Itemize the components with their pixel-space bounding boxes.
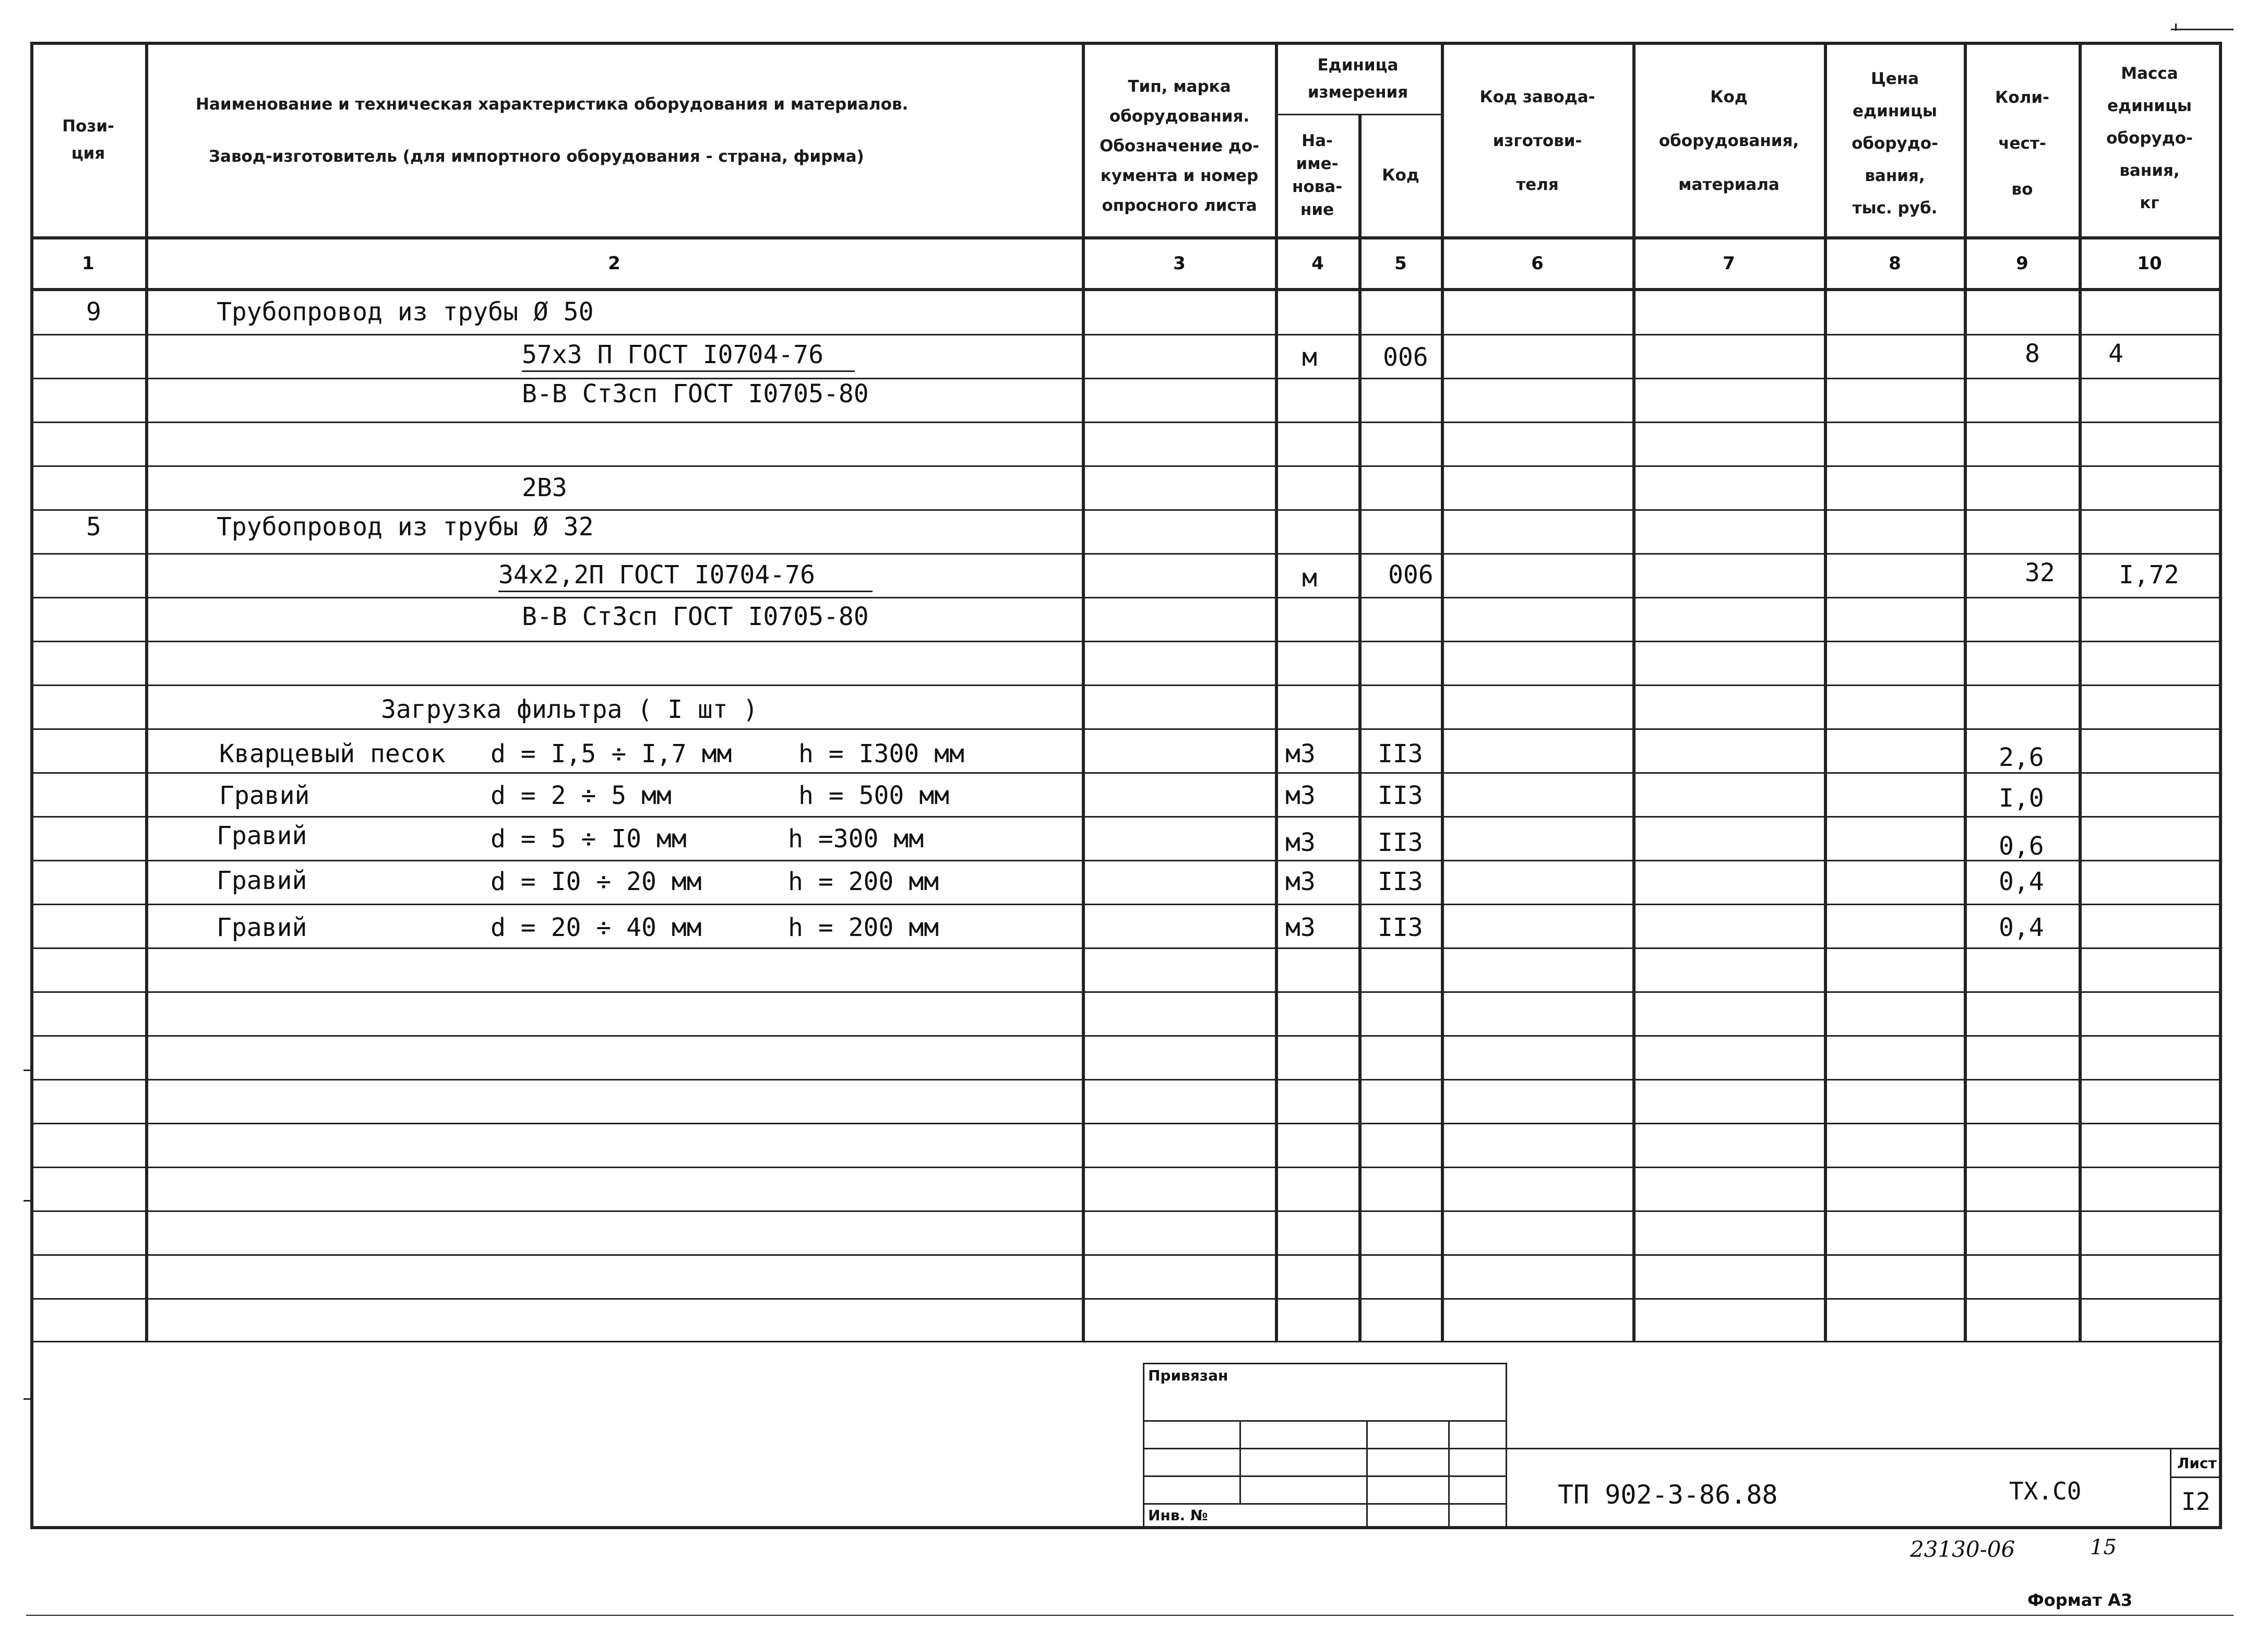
row-name: Загрузка фильтра ( I шт ) — [381, 695, 758, 724]
header-mass: Масса единицы оборудо- вания, кг — [2106, 64, 2193, 212]
archive-page: 15 — [2090, 1535, 2117, 1559]
row-mass: I,72 — [2119, 560, 2179, 590]
filter-unit: м3 — [1285, 867, 1316, 896]
filter-grain-size: d = I0 ÷ 20 мм — [491, 867, 702, 896]
row-position: 9 — [86, 297, 101, 327]
row-quantity: 32 — [2025, 558, 2055, 587]
header-factory-code: Код завода- изготови- теля — [1479, 88, 1595, 194]
row-name: В-В Ст3сп ГОСТ I0705-80 — [522, 602, 869, 631]
inventory-number-label: Инв. № — [1148, 1507, 1208, 1524]
filter-layer-height: h = 200 мм — [788, 867, 939, 896]
header-unit-name: На- име- нова- ние — [1292, 131, 1343, 219]
row-unit: м — [1302, 563, 1317, 593]
header-name-line1: Наименование и техническая характеристика оборудования и материалов. — [196, 95, 909, 114]
filter-code: II3 — [1378, 867, 1423, 896]
filter-layer-height: h = 500 мм — [798, 781, 949, 810]
header-type: Тип, марка оборудования. Обозначение до- кумента и номер опросного листа — [1099, 77, 1260, 215]
filter-unit: м3 — [1285, 913, 1316, 942]
row-name: Трубопровод из трубы Ø 50 — [217, 297, 594, 327]
filter-quantity: 0,4 — [1999, 867, 2044, 896]
filter-quantity: 0,4 — [1999, 913, 2044, 942]
header-name-line2: Завод-изготовитель (для импортного оборудования - страна, фирма) — [209, 147, 864, 166]
sheet-label: Лист — [2177, 1455, 2217, 1472]
row-name: Трубопровод из трубы Ø 32 — [217, 512, 594, 542]
filter-grain-size: d = 20 ÷ 40 мм — [491, 913, 702, 942]
filter-unit: м3 — [1285, 828, 1316, 857]
filter-code: II3 — [1378, 913, 1423, 942]
section-code: ТХ.С0 — [2009, 1477, 2082, 1505]
row-unit: м — [1302, 343, 1317, 372]
header-position: Пози- ция — [62, 117, 114, 163]
row-name: 34х2,2П ГОСТ I0704-76 — [498, 559, 873, 592]
column-number-8: 8 — [1889, 253, 1901, 274]
sheet-number: I2 — [2181, 1487, 2211, 1516]
column-number-6: 6 — [1531, 253, 1544, 274]
header-equipment-code: Код оборудования, материала — [1658, 88, 1799, 194]
row-mass: 4 — [2108, 339, 2123, 368]
filter-code: II3 — [1378, 739, 1423, 769]
filter-grain-size: d = 2 ÷ 5 мм — [491, 781, 672, 810]
header-price: Цена единицы оборудо- вания, тыс. руб. — [1852, 69, 1938, 218]
column-number-5: 5 — [1394, 253, 1407, 274]
column-number-7: 7 — [1723, 253, 1735, 274]
filter-name: Гравий — [217, 821, 307, 850]
filter-layer-height: h = I300 мм — [798, 739, 964, 769]
format-label: Формат А3 — [2027, 1590, 2133, 1610]
filter-quantity: 0,6 — [1999, 832, 2044, 861]
filter-layer-height: h = 200 мм — [788, 913, 939, 942]
column-number-3: 3 — [1173, 253, 1186, 274]
column-number-10: 10 — [2137, 253, 2162, 274]
column-number-9: 9 — [2016, 253, 2028, 274]
filter-quantity: I,0 — [1999, 784, 2044, 813]
column-number-1: 1 — [82, 253, 94, 274]
archive-number: 23130-06 — [1910, 1536, 2015, 1562]
header-unit-group: Единица измерения — [1307, 56, 1408, 102]
filter-unit: м3 — [1285, 781, 1316, 810]
privyazan-label: Привязан — [1148, 1367, 1228, 1384]
filter-code: II3 — [1378, 781, 1423, 810]
row-code: 006 — [1383, 343, 1428, 372]
row-code: 006 — [1388, 560, 1434, 590]
filter-unit: м3 — [1285, 739, 1316, 769]
filter-name: Гравий — [217, 866, 307, 895]
column-number-4: 4 — [1311, 253, 1324, 274]
filter-grain-size: d = I,5 ÷ I,7 мм — [491, 739, 732, 769]
row-name: 2В3 — [522, 473, 567, 502]
row-position: 5 — [86, 512, 101, 542]
filter-quantity: 2,6 — [1999, 743, 2044, 772]
header-quantity: Коли- чест- во — [1995, 88, 2049, 199]
row-quantity: 8 — [2025, 339, 2040, 368]
filter-name: Кварцевый песок — [219, 739, 446, 769]
filter-code: II3 — [1378, 828, 1423, 857]
header-unit-code: Код — [1382, 166, 1419, 185]
document-code: ТП 902-3-86.88 — [1558, 1480, 1778, 1510]
row-name: 57х3 П ГОСТ I0704-76 — [522, 339, 855, 372]
filter-layer-height: h =300 мм — [788, 824, 924, 854]
row-name: В-В Ст3сп ГОСТ I0705-80 — [522, 379, 869, 409]
filter-name: Гравий — [219, 781, 310, 810]
column-number-2: 2 — [608, 253, 620, 274]
filter-name: Гравий — [217, 913, 307, 942]
filter-grain-size: d = 5 ÷ I0 мм — [491, 824, 687, 854]
